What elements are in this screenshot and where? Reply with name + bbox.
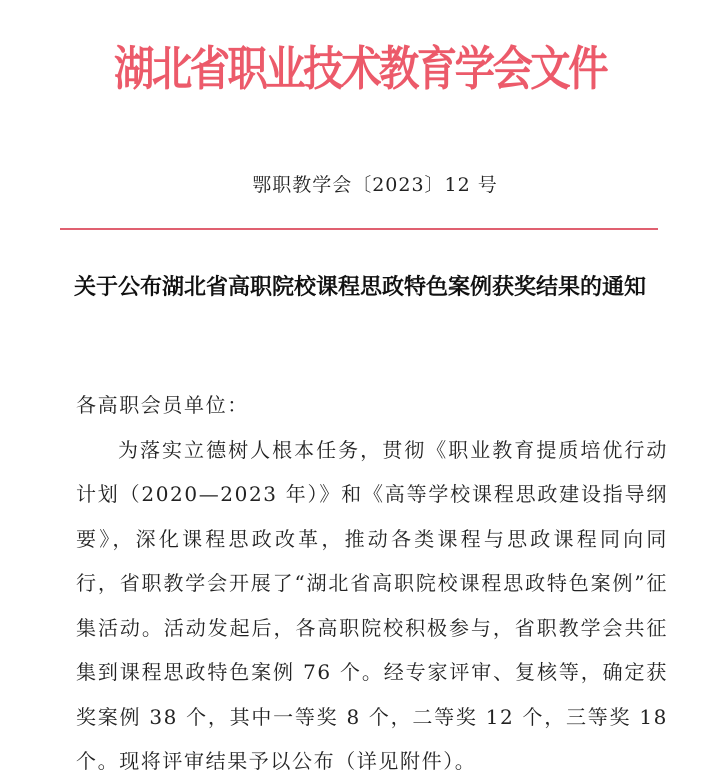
document-header-title: 湖北省职业技术教育学会文件 bbox=[114, 42, 606, 97]
notice-title: 关于公布湖北省高职院校课程思政特色案例获奖结果的通知 bbox=[73, 274, 646, 300]
red-divider-line bbox=[60, 228, 658, 230]
salutation: 各高职会员单位： bbox=[76, 393, 249, 417]
document-number: 鄂职教学会〔2023〕12 号 bbox=[252, 174, 498, 196]
document-body bbox=[76, 383, 668, 784]
body-paragraph: 为落实立德树人根本任务，贯彻《职业教育提质培优行动计划（2020—2023 年）》和《高等学校课程思政建设指导纲要》，深化课程思政改革，推动各类课程与思政课程同向同行，省职教学会开展了“湖北省高职院校课程思政特色案例”征集活动。活动发起后，各高职院校积极参与，省职教学会共征集到课程思政特色案例 76 个。经专家评审、复核等，确定获奖案例 38 个，其中一等奖 8 个，二等奖 12 个，三等奖 18 个。现将评审结果予以公布（详见附件）。 bbox=[76, 437, 668, 773]
